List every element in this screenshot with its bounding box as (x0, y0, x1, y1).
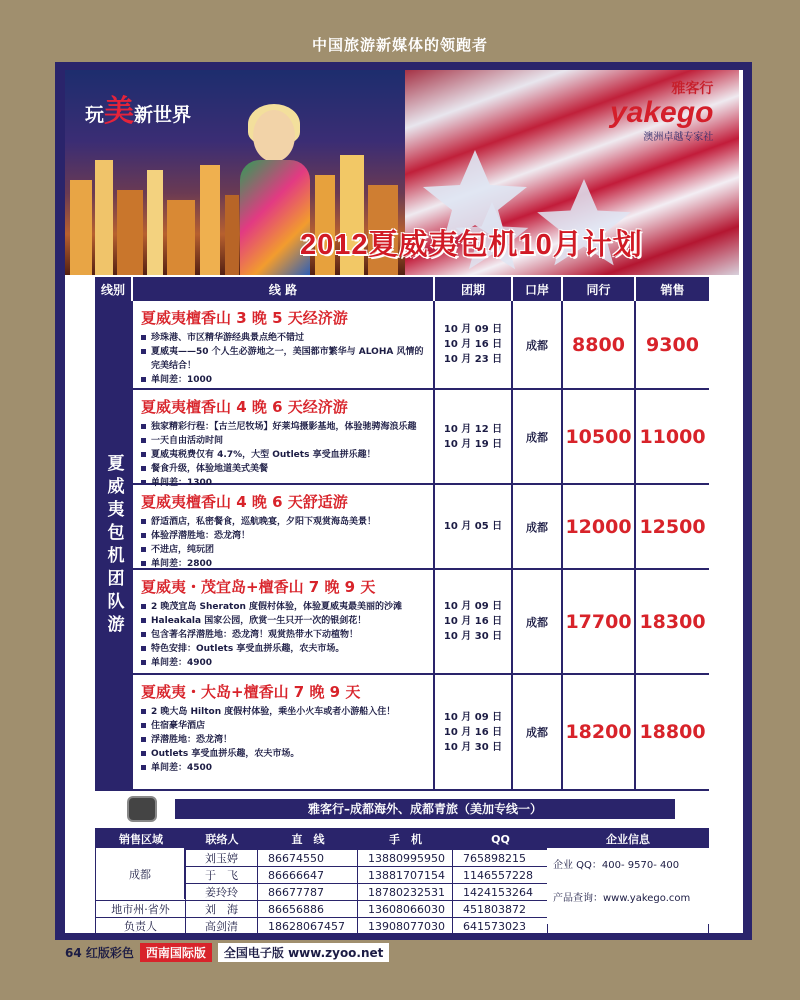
route-point: 独家精彩行程：【古兰尼牧场】好莱坞摄影基地，体验驰骋海浪乐趣 (141, 420, 427, 434)
tour-date: 10 月 23 日 (443, 354, 503, 365)
contact-mobile: 13608066030 (358, 901, 453, 917)
date-cell (435, 570, 513, 673)
header-dates: 团期 (435, 277, 511, 301)
sale-price: 18300 (639, 610, 706, 633)
tour-date: 10 月 09 日 (443, 324, 503, 335)
route-point: 2 晚茂宜岛 Sheraton 度假村体验，体验夏威夷最美丽的沙滩 (141, 600, 427, 614)
contact-header-line: 直 线 (291, 833, 325, 846)
route-title: 夏威夷檀香山 4 晚 6 天舒适游 (141, 493, 348, 511)
logo-english: yakego (610, 96, 714, 129)
date-cell (435, 485, 513, 568)
company-qq: 企业 QQ：400- 9570- 400 (553, 860, 680, 871)
contact-person: 姜玲玲 (186, 884, 258, 900)
logo-chinese: 雅客行 (671, 81, 714, 97)
contact-qq: 451803872 (453, 901, 548, 917)
route-title: 夏威夷・大岛+檀香山 7 晚 9 天 (141, 683, 361, 701)
phone-icon (127, 796, 157, 822)
route-point: Haleakala 国家公园，欣赏一生只开一次的银剑花！ (141, 614, 427, 628)
route-point: 包含著名浮潜胜地：恐龙湾！观赏热带水下动植物！ (141, 628, 427, 642)
contact-mobile: 13881707154 (358, 867, 453, 883)
company-website: 产品查询：www.yakego.com (553, 893, 691, 904)
header-sale-price: 销售 (636, 277, 709, 301)
route-point: 单间差：4900 (141, 656, 427, 670)
contact-person: 刘玉婷 (186, 850, 258, 866)
route-title: 夏威夷・茂宜岛+檀香山 7 晚 9 天 (141, 578, 376, 596)
header-port: 口岸 (513, 277, 561, 301)
contact-mobile: 13880995950 (358, 850, 453, 866)
route-points (141, 515, 427, 571)
route-point: 单间差：4500 (141, 761, 427, 775)
peer-price: 12000 (563, 485, 636, 568)
route-point: 单间差：1300 (141, 476, 427, 490)
contact-qq: 765898215 (453, 850, 548, 866)
route-point: 珍珠港、市区精华游经典景点绝不错过 (141, 331, 427, 345)
route-row (133, 390, 709, 488)
port-cell: 成都 (513, 485, 563, 568)
contact-line: 86656886 (258, 901, 358, 917)
contact-qq: 641573023 (453, 918, 548, 934)
route-point: 2 晚大岛 Hilton 度假村体验，乘坐小火车或者小游船入住！ (141, 705, 427, 719)
date-cell (435, 675, 513, 789)
route-point: 餐食升级，体验地道美式美餐 (141, 462, 427, 476)
banner-slogan (85, 86, 191, 130)
page-footer (65, 942, 389, 962)
port-cell: 成都 (513, 301, 563, 388)
header-peer-price: 同行 (563, 277, 634, 301)
route-points (141, 600, 427, 670)
tour-date: 10 月 19 日 (443, 438, 503, 450)
route-point: 浮潜胜地：恐龙湾！ (141, 733, 427, 747)
edition-badge: 西南国际版 (140, 943, 212, 962)
port-cell: 成都 (513, 570, 563, 673)
tour-date: 10 月 12 日 (443, 423, 503, 435)
port-cell: 成都 (513, 675, 563, 789)
contact-header-mobile: 手 机 (389, 833, 422, 846)
peer-price: 18200 (563, 675, 636, 789)
sale-price: 12500 (639, 515, 706, 538)
contact-area: 负责人 (96, 918, 186, 934)
page-number: 64 红版彩色 (65, 945, 134, 960)
route-point: 不进店，纯玩团 (141, 543, 427, 557)
contact-line: 86674550 (258, 850, 358, 866)
tour-date: 10 月 16 日 (443, 616, 503, 627)
route-cell (133, 485, 435, 568)
route-point: 特色安排：Outlets 享受血拼乐趣，农夫市场。 (141, 642, 427, 656)
contact-person: 于 飞 (186, 867, 258, 883)
contact-qq: 1424153264 (453, 884, 548, 900)
contact-line: 86666647 (258, 867, 358, 883)
contact-table-header (96, 829, 708, 849)
ebook-link[interactable]: 全国电子版 www.zyoo.net (218, 943, 390, 962)
contact-mobile: 13908077030 (358, 918, 453, 934)
contact-header-qq: QQ (491, 832, 510, 846)
contact-person: 高剑清 (186, 918, 258, 934)
contact-area-chengdu: 成都 (95, 848, 185, 899)
contact-title-bar: 雅客行–成都海外、成都青旅（美加专线一） (175, 799, 675, 819)
contact-line: 18628067457 (258, 918, 358, 934)
company-info (547, 848, 709, 924)
side-category-label: 夏威夷包机团队游 (95, 301, 133, 791)
date-cell (435, 301, 513, 388)
tour-date: 10 月 16 日 (443, 339, 503, 350)
sale-price: 9300 (646, 333, 699, 356)
route-point: 夏威夷——50 个人生必游地之一，美国都市繁华与 ALOHA 风情的完美结合！ (141, 345, 427, 373)
tour-date: 10 月 05 日 (443, 521, 503, 532)
route-point: 一天自由活动时间 (141, 434, 427, 448)
contact-person: 刘 海 (186, 901, 258, 917)
route-title: 夏威夷檀香山 3 晚 5 天经济游 (141, 309, 348, 327)
banner-headline: 2012夏威夷包机10月计划 (300, 229, 643, 261)
route-point: 舒适酒店，私密餐食，巡航晚宴，夕阳下观赏海岛美景！ (141, 515, 427, 529)
banner-slogan-c: 新世界 (134, 104, 192, 126)
route-point: Outlets 享受血拼乐趣，农夫市场。 (141, 747, 427, 761)
route-point: 单间差：2800 (141, 557, 427, 571)
route-cell (133, 675, 435, 789)
contact-header-person: 联络人 (205, 833, 239, 846)
route-point: 体验浮潜胜地：恐龙湾！ (141, 529, 427, 543)
route-row (133, 301, 709, 390)
peer-price: 17700 (563, 570, 636, 673)
route-points (141, 420, 427, 490)
route-point: 单间差：1000 (141, 373, 427, 387)
peer-price: 10500 (563, 390, 636, 483)
route-cell (133, 570, 435, 673)
route-row (133, 675, 709, 791)
date-cell (435, 390, 513, 483)
route-row (133, 570, 709, 675)
tour-date: 10 月 09 日 (443, 711, 503, 723)
tour-date: 10 月 30 日 (443, 741, 503, 753)
route-points (141, 705, 427, 775)
route-point: 住宿豪华酒店 (141, 719, 427, 733)
contact-header-area: 销售区域 (119, 833, 163, 846)
contact-header-company: 企业信息 (606, 833, 650, 846)
model-face (253, 110, 295, 162)
banner-slogan-a: 玩 (85, 104, 105, 126)
tour-date: 10 月 09 日 (443, 601, 503, 612)
logo-subtitle: 澳洲卓越专家社 (643, 132, 714, 143)
peer-price: 8800 (563, 301, 636, 388)
route-title: 夏威夷檀香山 4 晚 6 天经济游 (141, 398, 348, 416)
contact-area: 地市州·省外 (96, 901, 186, 917)
banner (65, 70, 739, 275)
route-cell (133, 390, 435, 488)
sale-price: 18800 (639, 721, 706, 743)
tour-date: 10 月 30 日 (443, 631, 503, 642)
contact-line: 86677787 (258, 884, 358, 900)
top-slogan: 中国旅游新媒体的领跑者 (311, 36, 488, 54)
header-route: 线 路 (133, 277, 433, 301)
route-points (141, 331, 427, 387)
route-row (133, 485, 709, 570)
header-line-type: 线别 (95, 277, 131, 301)
route-point: 夏威夷税费仅有 4.7%，大型 Outlets 享受血拼乐趣！ (141, 448, 427, 462)
port-cell: 成都 (513, 390, 563, 483)
contact-qq: 1146557228 (453, 867, 548, 883)
contact-mobile: 18780232531 (358, 884, 453, 900)
yakego-logo (610, 78, 713, 143)
tour-date: 10 月 16 日 (443, 726, 503, 738)
sale-price: 11000 (639, 425, 706, 448)
banner-slogan-b: 美 (104, 94, 135, 129)
route-cell (133, 301, 435, 388)
